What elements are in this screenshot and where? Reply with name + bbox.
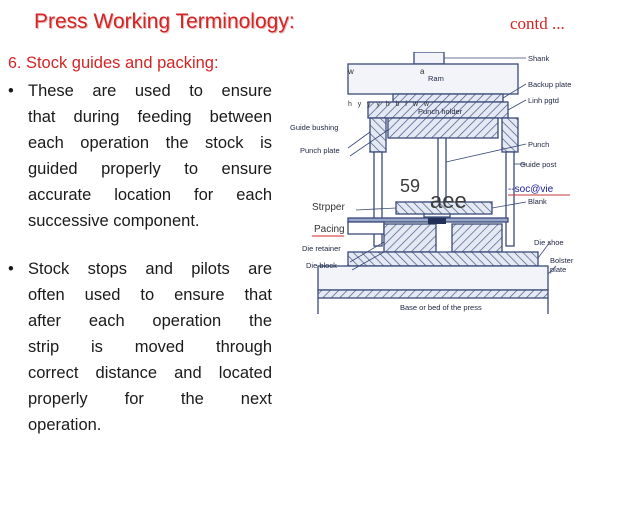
label-die-shoe: Die shoe [534,238,564,247]
bullet-line: each operation the stock is [28,134,272,152]
overlay-aee: aee [430,188,467,213]
guide-bushing-left [370,118,386,152]
label-punch-holder: Punch holder [418,107,463,116]
label-ram: Ram [428,74,444,83]
bullet-line: These are used to ensure [28,82,272,100]
label-bolster: Bolster [550,256,574,265]
label-blank: Blank [528,197,547,206]
bullet-dot: • [8,82,14,100]
overlay-a: a [420,67,425,76]
overlay-w: w [348,67,354,76]
guide-post-right [506,152,514,246]
bullet-line: that during feeding between [28,108,272,126]
bullet-line: Stock stops and pilots are [28,260,272,278]
bullet-line: guided properly to ensure [28,160,272,178]
guide-bushing-right [502,118,518,152]
label-linh-pgtd: Linh pgtd [528,96,559,105]
label-backup-plate: Backup plate [528,80,572,89]
bullet-stock-guides [8,78,272,234]
label-stripper: Strpper [312,202,345,213]
overlay-letters: h y y y h b f w w [348,101,429,108]
label-guide-post: Guide post [520,160,557,169]
press-base-part [318,290,548,298]
label-die-retainer: Die retainer [302,244,341,253]
label-shank: Shank [528,54,550,63]
blank-part [428,218,446,224]
pacing-part [348,222,384,234]
label-punch: Punch [528,140,550,149]
bullet-line: strip is moved through [28,338,272,356]
section-number: 6. [8,55,22,72]
label-press-base: Base or bed of the press [400,303,482,312]
bullet-line: accurate location for each [28,186,272,204]
bullet-line: correct distance and located [28,364,272,382]
bullet-line: often used to ensure that [28,286,272,304]
section-heading [8,54,219,73]
die-block-right [452,224,502,252]
overlay-59: 59 [400,176,421,196]
slide-title: Press Working Terminology: [34,10,295,33]
bullet-line: after each operation the [28,312,272,330]
label-pacing: Pacing [314,224,345,235]
die-shoe-part [348,252,538,266]
label-guide-bushing: Guide bushing [290,123,339,132]
shank-part [414,52,444,64]
punch-plate-part [388,118,498,138]
bullet-dot: • [8,260,14,278]
bullet-stock-stops [8,256,272,438]
overlay-soc: --soc@vie [508,184,554,195]
bullet-line: successive component. [28,212,200,230]
die-block-left [384,224,436,252]
section-heading-text: Stock guides and packing: [25,54,219,72]
contd-label: contd ... [510,14,565,33]
label-bolster-plate: plate [550,265,567,274]
bullet-line: operation. [28,416,102,434]
press-tool-diagram [288,52,588,322]
bullet-line: properly for the next [28,390,272,408]
label-die-block: Die block [306,261,337,270]
label-punch-plate: Punch plate [300,146,340,155]
